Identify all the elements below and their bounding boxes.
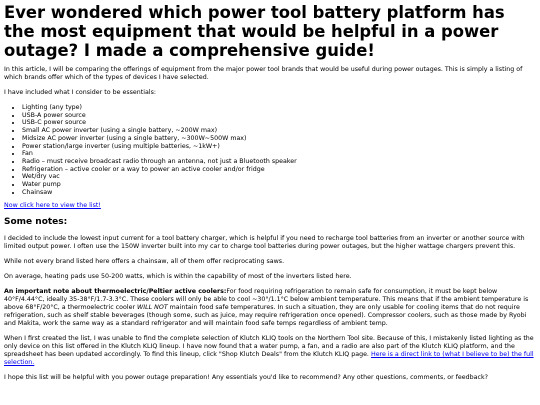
list-item: • Lighting (any type)	[22, 104, 536, 112]
essentials-list	[4, 104, 536, 196]
essentials-lead: I have included what I consider to be essentials:	[4, 89, 156, 96]
charger-note: I decided to include the lowest input current for a tool battery charger, which is helpful if you need to recharge tool batteries from an inverter or another source with limited output power. I often use the 150W inverter built into my car to charge tool batteries during power outages, but the higher wattage chargers prevent this.	[4, 235, 525, 251]
list-item: • Wet/dry vac	[22, 173, 536, 181]
list-item: • Water pump	[22, 181, 536, 189]
intro-paragraph: In this article, I will be comparing the offerings of equipment from the major power tool brands that would be useful during power outages. This is simply a listing of which brands offer which of the types of devices I have selected.	[4, 66, 523, 81]
list-item: • Power station/large inverter (using multiple batteries, ~1kW+)	[22, 143, 536, 151]
klutch-note-text: When I first created the list, I was unable to find the complete selection of Klutch KLIQ tools on the Northern Tool site. Because of this, I mistakenly listed lighting as the only device on this list offered in the Klutch KLIQ lineup. I have now found that a water pump, a fan, and a radio are also part of the Klutch KLIQ platform, and the spreadsheet has been updated accordingly. To find this lineup, click "Shop Klutch Deals" from the Klutch KLIQ page.	[4, 335, 534, 359]
list-item: • USB-C power source	[22, 119, 536, 127]
thermoelectric-note-text-b: maintain food safe temperatures. In such a situation, they are only usable for cooling items that do not require refrigeration, such as shelf stable beverages (though some, such as juice, may require refrigeration once opened). Compressor coolers, such as those made by Ryobi and Makita, work the same way as a standard refrigerator and will maintain food safe temps regardless of ambient temp.	[4, 304, 527, 328]
list-item: • Small AC power inverter (using a single battery, ~200W max)	[22, 127, 536, 135]
list-item: • Refrigeration – active cooler or a way to power an active cooler and/or fridge	[22, 166, 536, 174]
list-item: • Midsize AC power inverter (using a single battery, ~300W~500W max)	[22, 135, 536, 143]
view-list-link[interactable]: Now click here to view the list!	[4, 202, 101, 210]
thermoelectric-note	[4, 288, 536, 328]
thermoelectric-note-heading: An important note about thermoelectric/Peltier active coolers:	[4, 288, 227, 296]
klutch-note	[4, 335, 536, 367]
list-item: • Fan	[22, 150, 536, 158]
list-item: • Chainsaw	[22, 189, 536, 197]
heating-note: On average, heating pads use 50-200 watts, which is within the capability of most of the inverters listed here.	[4, 273, 352, 281]
notes-heading: Some notes:	[4, 217, 68, 228]
thermoelectric-note-emphasis: WILL NOT	[137, 304, 168, 312]
closing-paragraph: I hope this list will be helpful with you power outage preparation! Any essentials you'd like to recommend? Any other questions, comments, or feedback?	[4, 374, 488, 382]
list-item: • Radio – must receive broadcast radio through an antenna, not just a Bluetooth speaker	[22, 158, 536, 166]
thermoelectric-note-text-a: For food requiring refrigeration to remain safe for consumption, it must be kept below 40°F/4.44°C, ideally 35-38°F/1.7-3.3°C. These coolers will only be able to cool ~30°/1.1°C below ambient temperature. This means that if the ambient temperature is above 68°F/20°C, a thermoelectric cooler	[4, 288, 529, 312]
article-title: Ever wondered which power tool battery platform has the most equipment that would be helpful in a power outage? I made a comprehensive guide!	[4, 3, 505, 60]
list-item: • USB-A power source	[22, 112, 536, 120]
chainsaw-note: While not every brand listed here offers a chainsaw, all of them offer reciprocating saws.	[4, 258, 285, 266]
klutch-direct-link[interactable]: Here is a direct link to (what I believe to be) the full selection.	[4, 351, 534, 367]
